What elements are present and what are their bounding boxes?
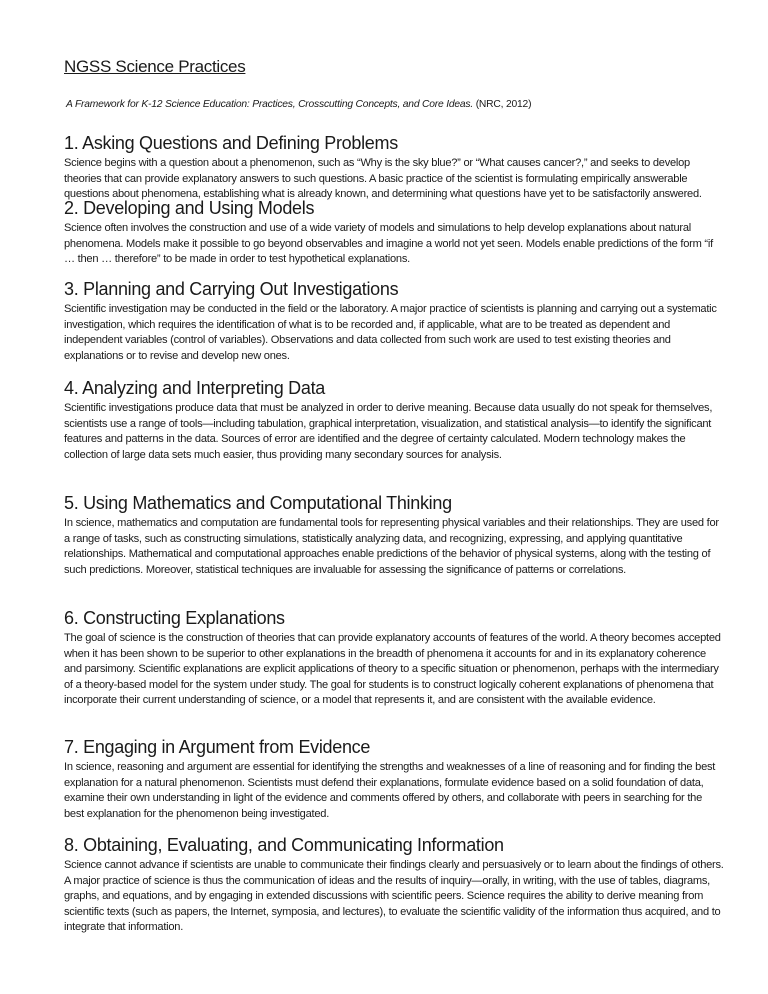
section-argument-evidence xyxy=(64,736,724,822)
section-analyzing-data xyxy=(64,377,724,463)
document-subtitle xyxy=(66,99,531,110)
section-heading: 5. Using Mathematics and Computational Thinking xyxy=(64,493,452,513)
section-heading: 7. Engaging in Argument from Evidence xyxy=(64,737,371,757)
section-body: Scientific investigation may be conducted in the field or the laboratory. A major practice of scientists is planning and carrying out a systematic investigation, which requires the identification of what is to be recorded and, if applicable, what are to be treated as dependent and independent variables (control of variables). Observations and data collected from such work are used to test existing theories and explanations or to revise and develop new ones. xyxy=(64,303,717,362)
section-body: Science begins with a question about a phenomenon, such as “Why is the sky blue?” or “What causes cancer?,” and seeks to develop theories that can provide explanatory answers to such questions. A basic practice of the scientist is formulating empirically answerable questions about phenomena, establishing what is already known, and determining what questions have yet to be satisfactorily answered. xyxy=(64,157,702,201)
section-mathematics-computational xyxy=(64,492,724,578)
section-constructing-explanations xyxy=(64,607,724,709)
section-planning-investigations xyxy=(64,278,724,364)
section-heading: 1. Asking Questions and Defining Problems xyxy=(64,133,398,153)
framework-citation-source: (NRC, 2012) xyxy=(473,99,532,110)
section-body: Scientific investigations produce data that must be analyzed in order to derive meaning. Because data usually do not speak for themselves, scientists use a range of tools—including tabulation, graphical interpretation, visualization, and statistical analysis—to identify the significant features and patterns in the data. Sources of error are identified and the degree of certainty calculated. Modern technology makes the collection of large data sets much easier, thus providing many secondary sources for analysis. xyxy=(64,402,713,461)
document-title: NGSS Science Practices xyxy=(64,57,246,76)
section-heading: 6. Constructing Explanations xyxy=(64,608,285,628)
section-developing-models xyxy=(64,197,724,268)
section-body: The goal of science is the construction of theories that can provide explanatory accounts of features of the world. A theory becomes accepted when it has been shown to be superior to other explanations in the breadth of phenomena it accounts for and in its explanatory coherence and parsimony. Scientific explanations are explicit applications of theory to a specific situation or phenomenon, perhaps with the intermediary of a theory-based model for the system under study. The goal for students is to construct logically coherent explanations of phenomena that incorporate their current understanding of science, or a model that represents it, and are consistent with the available evidence. xyxy=(64,632,721,707)
framework-citation-title: A Framework for K-12 Science Education: Practices, Crosscutting Concepts, and Core Ideas. xyxy=(66,99,474,110)
section-body: In science, reasoning and argument are essential for identifying the strengths and weaknesses of a line of reasoning and for finding the best explanation for a natural phenomenon. Scientists must defend their explanations, formulate evidence based on a solid foundation of data, examine their own understanding in light of the evidence and comments offered by others, and collaborate with peers in searching for the best explanation for the phenomenon being investigated. xyxy=(64,761,716,820)
section-body: Science cannot advance if scientists are unable to communicate their findings clearly and persuasively or to learn about the findings of others. A major practice of science is thus the communication of ideas and the results of inquiry—orally, in writing, with the use of tables, diagrams, graphs, and equations, and by engaging in extended discussions with scientific peers. Science requires the ability to derive meaning from scientific texts (such as papers, the Internet, symposia, and lectures), to evaluate the scientific validity of the information thus acquired, and to integrate that information. xyxy=(64,859,724,934)
section-body: In science, mathematics and computation are fundamental tools for representing physical variables and their relationships. They are used for a range of tasks, such as constructing simulations, statistically analyzing data, and recognizing, expressing, and applying quantitative relationships. Mathematical and computational approaches enable predictions of the behavior of physical systems, along with the testing of such predictions. Moreover, statistical techniques are invaluable for assessing the significance of patterns or correlations. xyxy=(64,517,719,576)
section-heading: 4. Analyzing and Interpreting Data xyxy=(64,378,325,398)
section-asking-questions xyxy=(64,132,724,203)
section-heading: 8. Obtaining, Evaluating, and Communicating Information xyxy=(64,835,504,855)
section-heading: 2. Developing and Using Models xyxy=(64,198,315,218)
section-body: Science often involves the construction and use of a wide variety of models and simulations to help develop explanations about natural phenomena. Models make it possible to go beyond observables and imagine a world not yet seen. Models enable predictions of the form “if … then … therefore” to be made in order to test hypothetical explanations. xyxy=(64,222,713,266)
section-communicating-information xyxy=(64,834,724,936)
section-heading: 3. Planning and Carrying Out Investigations xyxy=(64,279,399,299)
